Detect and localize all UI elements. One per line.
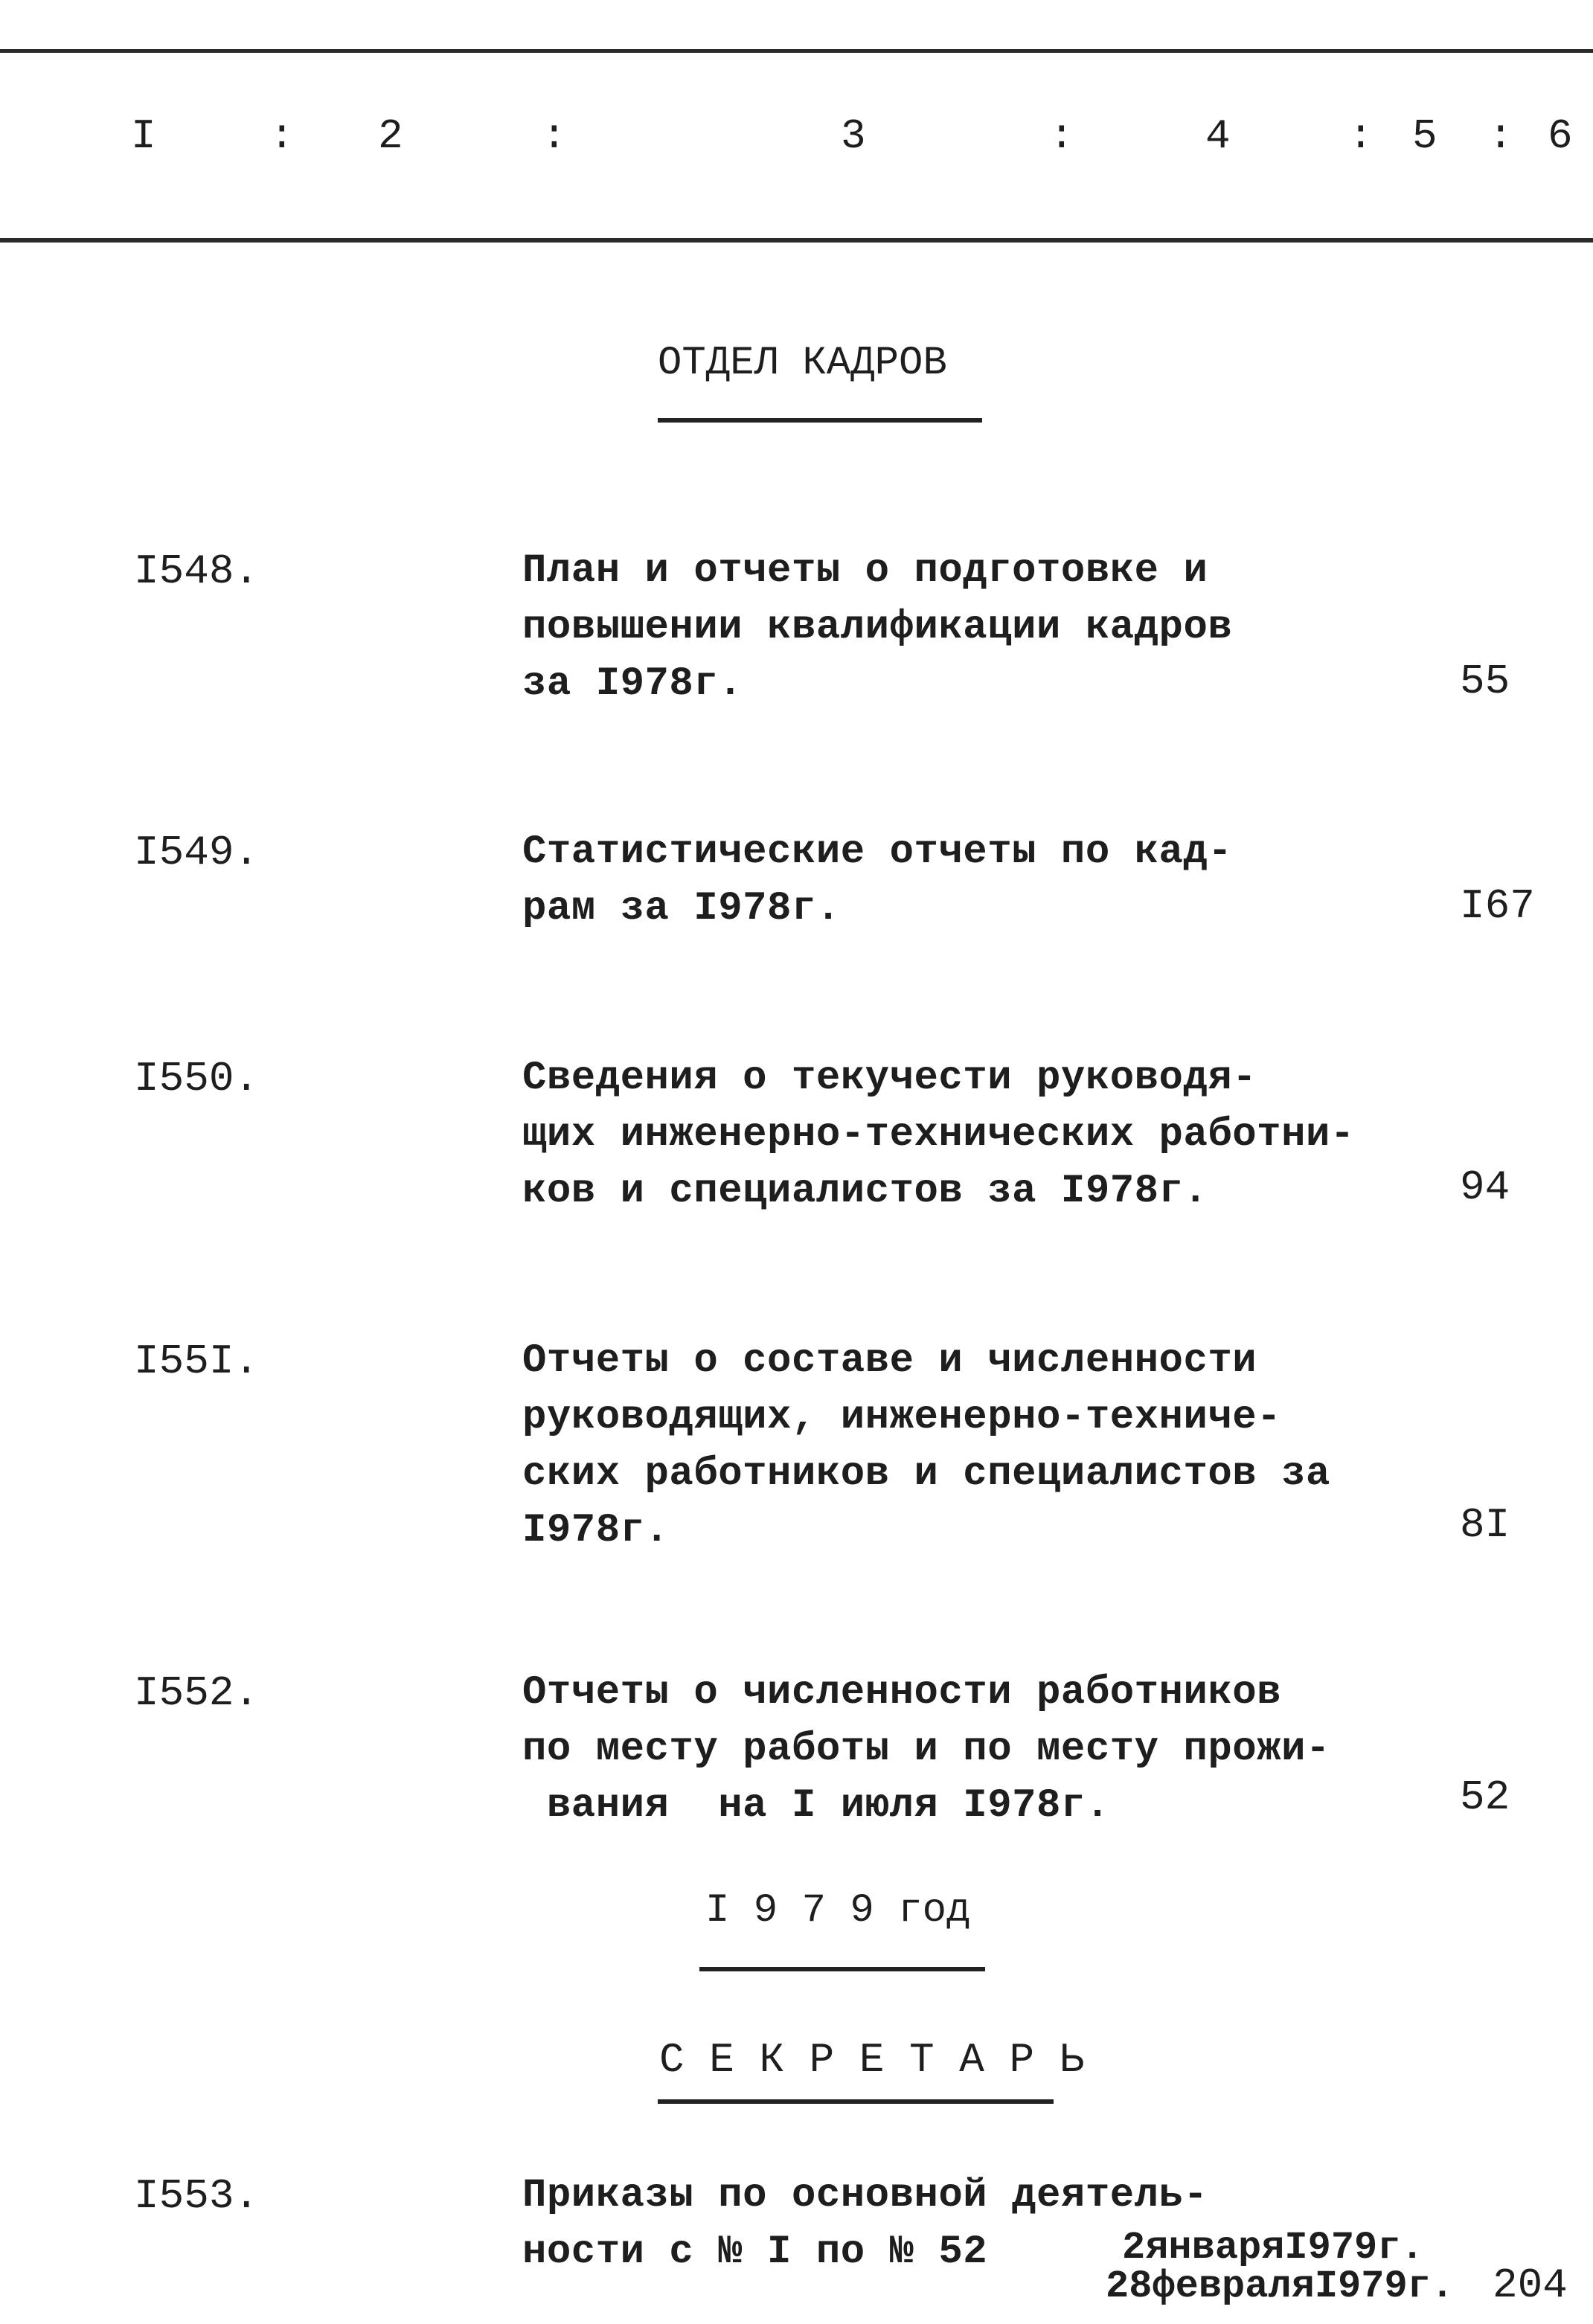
header-bottom-rule — [0, 238, 1593, 243]
entry-description-line: вания на I июля I978г. — [522, 1783, 1110, 1829]
entry-description-line: рам за I978г. — [522, 886, 841, 931]
column-number-2: 2 — [378, 112, 403, 160]
entry-description-line: План и отчеты о подготовке и — [522, 548, 1208, 594]
section-underline-hr-department — [658, 418, 982, 423]
section-underline-secretary — [658, 2099, 1054, 2104]
entry-date-start: 2январяI979г. — [1122, 2226, 1424, 2270]
column-separator: : — [542, 112, 567, 160]
entry-description-line: Приказы по основной деятель- — [522, 2173, 1208, 2218]
entry-number: I549. — [134, 829, 260, 876]
column-number-6: 6 — [1548, 112, 1573, 160]
entry-description-line: ности с № I по № 52 — [522, 2230, 988, 2275]
column-separator: : — [1488, 112, 1513, 160]
column-number-4: 4 — [1205, 112, 1231, 160]
entry-sheet-count: 8I — [1460, 1501, 1510, 1549]
header-top-rule — [0, 49, 1593, 53]
entry-date-end: 28февраляI979г. — [1106, 2264, 1455, 2308]
entry-description-line: Отчеты о составе и численности — [522, 1338, 1257, 1384]
column-number-1: I — [131, 112, 156, 160]
entry-sheet-count: 55 — [1460, 658, 1510, 705]
entry-description-line: повышении квалификации кадров — [522, 605, 1233, 650]
section-title-hr-department: ОТДЕЛ КАДРОВ — [658, 341, 947, 386]
entry-description-line: ских работников и специалистов за — [522, 1451, 1330, 1497]
entry-description-line: по месту работы и по месту прожи- — [522, 1727, 1330, 1772]
entry-description — [522, 824, 1232, 937]
year-heading: I 9 7 9 год — [705, 1888, 971, 1933]
column-number-3: 3 — [841, 112, 866, 160]
column-number-5: 5 — [1412, 112, 1437, 160]
entry-description-line: Отчеты о численности работников — [522, 1670, 1282, 1715]
entry-number: I548. — [134, 548, 260, 595]
entry-description-line: Сведения о текучести руководя- — [522, 1056, 1257, 1101]
entry-description — [522, 543, 1232, 713]
section-title-secretary: С Е К Р Е Т А Р Ь — [659, 2036, 1085, 2084]
entry-description — [522, 1333, 1330, 1559]
entry-description-line: I978г. — [522, 1508, 670, 1553]
entry-description — [522, 1050, 1355, 1220]
entry-number: I550. — [134, 1055, 260, 1102]
entry-description-line: руководящих, инженерно-техниче- — [522, 1395, 1282, 1440]
entry-sheet-count: 204 — [1493, 2262, 1568, 2309]
column-separator: : — [1348, 112, 1374, 160]
entry-sheet-count: 52 — [1460, 1774, 1510, 1821]
column-separator: : — [269, 112, 295, 160]
entry-number: I553. — [134, 2172, 260, 2220]
column-separator: : — [1049, 112, 1074, 160]
year-underline — [699, 1967, 985, 1971]
entry-sheet-count: I67 — [1460, 882, 1535, 930]
entry-number: I55I. — [134, 1338, 260, 1385]
entry-description-line: за I978г. — [522, 661, 743, 707]
entry-description-line: Статистические отчеты по кад- — [522, 829, 1233, 875]
entry-description-line: щих инженерно-технических работни- — [522, 1112, 1355, 1158]
entry-number: I552. — [134, 1669, 260, 1717]
entry-description-line: ков и специалистов за I978г. — [522, 1169, 1208, 1214]
entry-description — [522, 1665, 1330, 1835]
entry-sheet-count: 94 — [1460, 1163, 1510, 1211]
